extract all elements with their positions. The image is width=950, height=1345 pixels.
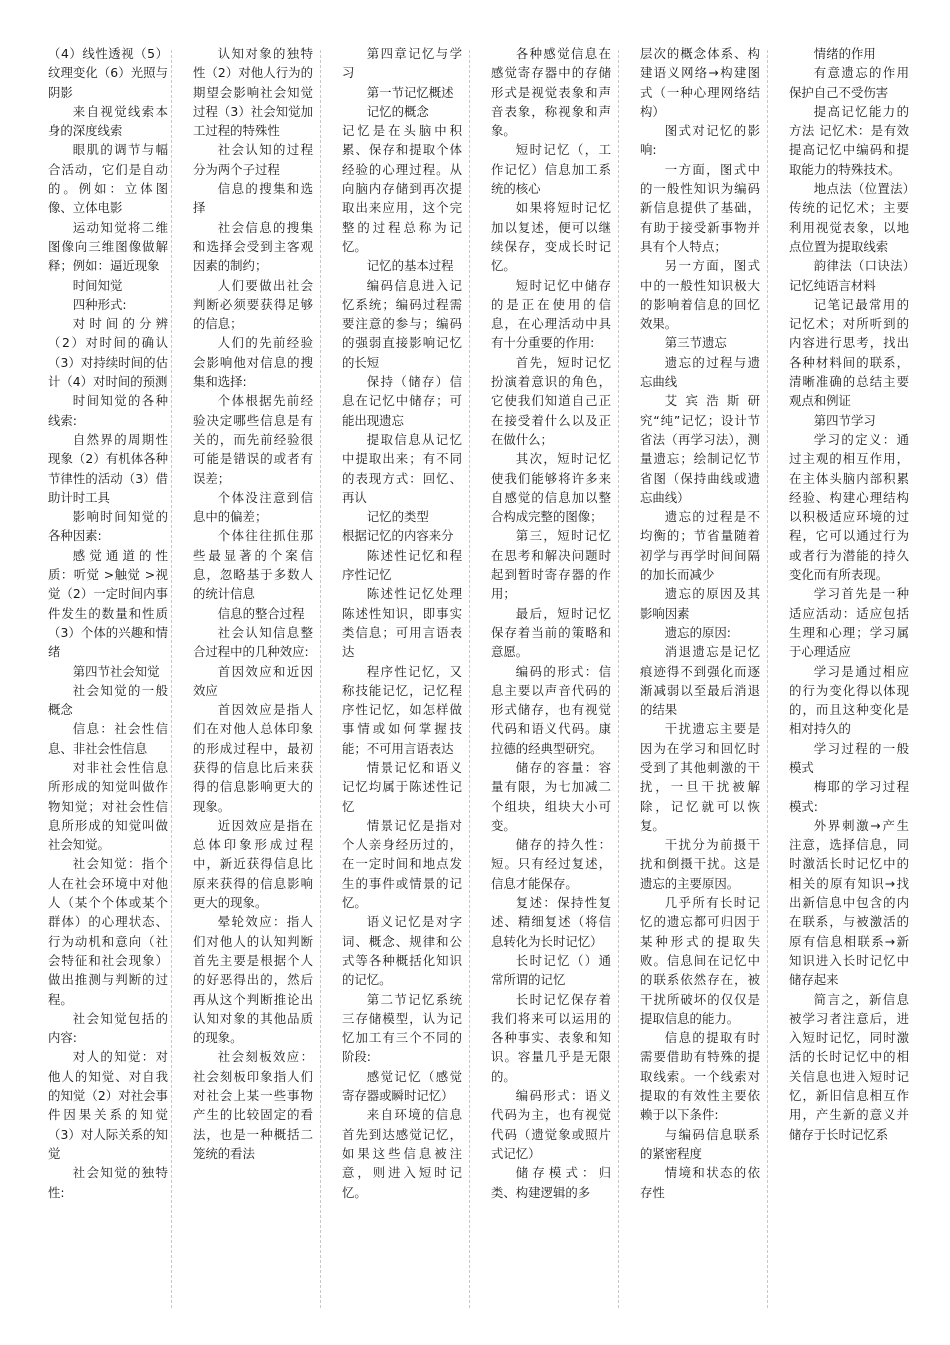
paragraph: 记忆的基本过程 — [366, 258, 454, 274]
paragraph: 储存的持久性：短。只有经过复述，信息才能保存。 — [491, 837, 611, 891]
paragraph: 个体往往抓住那些最显著的个案信息，忽略基于多数人的统计信息 — [193, 528, 313, 602]
paragraph: 陈述性记忆处理陈述性知识，即事实类信息；可用言语表达 — [342, 586, 462, 660]
paragraph: 首因效应是指人们在对他人总体印象的形成过程中，最初获得的信息比后来获得的信息影响更大的现象。 — [193, 702, 313, 814]
paragraph: 首先，短时记忆扮演着意识的角色，它使我们知道自己正在接受着什么以及正在做什么； — [491, 354, 611, 447]
document-page — [40, 44, 910, 1314]
paragraph: 时间知觉的各种线索: — [48, 393, 168, 428]
paragraph: 影响时间知觉的各种因素: — [48, 509, 168, 544]
column-divider — [469, 50, 470, 1308]
paragraph: 学习的定义：通过主观的相互作用，在主体头脑内部积累经验、构建心理结构以积极适应环境的过程，它可以通过行为或者行为潜能的持久变化而有所表现。 — [789, 431, 909, 583]
paragraph: 第一节记忆概述 — [366, 84, 454, 100]
paragraph: 最后，短时记忆保存着当前的策略和意愿。 — [491, 605, 611, 660]
paragraph: 信息的提取有时需要借助有特殊的提取线索。一个线索对提取的有效性主要依赖于以下条件: — [640, 1030, 760, 1123]
paragraph: 程序性记忆，又称技能记忆，记忆程序性记忆，如怎样做事情或如何掌握技能；不可用言语表达 — [342, 663, 462, 756]
paragraph: 艾宾浩斯研究“纯”记忆；设计节省法（再学习法），测量遗忘；绘制记忆节省图（保持曲线或遗忘曲线） — [640, 393, 760, 505]
paragraph: 地点法（位置法）传统的记忆术；主要利用视觉表象，以地点位置为提取线索 — [789, 181, 909, 254]
paragraph: 运动知觉将二维图像向三维图像做解释；例如：逼近现象 — [48, 219, 168, 274]
paragraph: 第三节遗忘 — [664, 335, 727, 351]
paragraph: 长时记忆（）通常所谓的记忆 — [491, 952, 611, 988]
paragraph: 遗忘的过程与遗忘曲线 — [640, 354, 760, 390]
paragraph: 感觉记忆（感觉寄存器或瞬时记忆） — [342, 1068, 462, 1104]
column-divider — [320, 50, 321, 1308]
paragraph: 保持（储存）信息在记忆中储存；可能出现遗忘 — [342, 374, 462, 428]
paragraph: 第二节记忆系统 三存储模型，认为记忆加工有三个不同的阶段: — [342, 991, 462, 1065]
paragraph: 自然界的周期性现象（2）有机体各种节律性的活动（3）借助计时工具 — [48, 431, 168, 505]
paragraph: 提取信息从记忆中提取出来；有不同的表现方式：回忆、再认 — [342, 431, 462, 505]
paragraph: 学习首先是一种适应活动：适应包括生理和心理；学习属于心理适应 — [789, 586, 909, 660]
paragraph: 情景记忆和语义记忆均属于陈述性记忆 — [342, 759, 462, 814]
paragraph: 第三，短时记忆在思考和解决问题时起到暂时寄存器的作用； — [491, 528, 611, 602]
text-column-2 — [193, 44, 313, 1314]
paragraph: 记忆的概念 — [366, 103, 429, 119]
text-column-4 — [491, 44, 611, 1314]
paragraph: 储存的容量：容量有限，为七加减二个组块，组块大小可变。 — [491, 759, 611, 833]
paragraph: 社会知觉的独特性: — [48, 1165, 168, 1200]
paragraph: 眼肌的调节与幅合活动，它们是自动的。例如：立体图像、立体电影 — [48, 142, 168, 216]
paragraph: 信息的搜集和选择 — [193, 181, 313, 216]
paragraph: 情景记忆是指对个人亲身经历过的，在一定时间和地点发生的事件或情景的记忆。 — [342, 817, 462, 911]
paragraph: 社会认知信息整合过程中的几种效应: — [193, 624, 313, 660]
paragraph: 梅耶的学习过程模式: — [789, 779, 909, 814]
paragraph: 信息的整合过程 — [217, 605, 305, 621]
column-divider — [618, 50, 619, 1308]
paragraph: 遗忘的原因: — [664, 624, 731, 640]
paragraph: 社会知觉包括的内容: — [48, 1010, 168, 1046]
paragraph: 干扰遗忘主要是因为在学习和回忆时受到了其他刺激的干扰，一旦干扰被解除，记忆就可以恢复。 — [640, 721, 760, 833]
paragraph: 短时记忆中储存的是正在使用的信息，在心理活动中具有十分重要的作用: — [491, 277, 611, 351]
paragraph: 另一方面，图式中的一般性知识极大的影响着信息的回忆效果。 — [640, 258, 760, 332]
paragraph: 感觉通道的性质：听觉 >触觉 >视觉（2）一定时间内事件发生的数量和性质（3）个体的兴趣和情绪 — [48, 547, 168, 660]
paragraph: 短时记忆（，工作记忆）信息加工系统的核心 — [491, 142, 611, 197]
paragraph: 个体根据先前经验决定哪些信息是有关的，而先前经验很可能是错误的或者有误差； — [193, 393, 313, 486]
paragraph: 如果将短时记忆加以复述，便可以继续保存，变成长时记忆。 — [491, 200, 611, 274]
paragraph: 晕轮效应：指人们对他人的认知判断首先主要是根据个人的好恶得出的，然后再从这个判断推论出认知对象的其他品质的现象。 — [193, 914, 313, 1046]
paragraph: 来自视觉线索本身的深度线索 — [48, 103, 168, 139]
column-divider — [767, 50, 768, 1308]
paragraph: 编码形式：语义代码为主，也有视觉代码（遗觉象或照片式记忆） — [491, 1088, 611, 1161]
paragraph: 与编码信息联系的紧密程度 — [640, 1126, 760, 1161]
column-divider — [171, 50, 172, 1308]
text-column-5 — [640, 44, 760, 1314]
paragraph: 提高记忆能力的方法 记忆术：是有效提高记忆中编码和提取能力的特殊技术。 — [789, 103, 909, 177]
paragraph: 长时记忆保存着我们将来可以运用的各种事实、表象和知识。容量几乎是无限的。 — [491, 991, 611, 1084]
paragraph: 陈述性记忆和程序性记忆 — [342, 547, 462, 583]
paragraph: 语义记忆是对字词、概念、规律和公式等各种概括化知识的记忆。 — [342, 914, 462, 988]
paragraph: 复述：保持性复述、精细复述（将信息转化为长时记忆） — [491, 895, 611, 949]
paragraph: 四种形式: — [72, 296, 127, 312]
paragraph: 情境和状态的依存性 — [640, 1165, 760, 1200]
paragraph: 有意遗忘的作用 保护自己不受伤害 — [789, 65, 909, 100]
paragraph: 对非社会性信息所形成的知觉叫做作物知觉；对社会性信息所形成的知觉叫做社会知觉。 — [48, 759, 168, 853]
paragraph: 层次的概念体系、构建语义网络→构建图式（一种心理网络结构） — [640, 46, 760, 119]
paragraph: 遗忘的原因及其影响因素 — [640, 586, 760, 621]
paragraph: 一方面，图式中的一般性知识为编码新信息提供了基础，有助于接受新事物并具有个人特点； — [640, 161, 760, 254]
paragraph: 遗忘的过程是不均衡的；节省量随着初学与再学时间间隔的加长而减少 — [640, 509, 760, 583]
paragraph: 韵律法（口诀法）记忆纯语言材料 — [789, 258, 909, 293]
paragraph: 时间知觉 — [72, 277, 123, 293]
paragraph: 对人的知觉：对他人的知觉、对自我的知觉（2）对社会事件因果关系的知觉（3）对人际关系的知觉 — [48, 1049, 168, 1161]
paragraph: 记笔记最常用的记忆术；对所听到的内容进行思考，找出各种材料间的联系，清晰准确的总结主要观点和例证 — [789, 296, 909, 409]
paragraph: 认知对象的独特性（2）对他人行为的期望会影响社会知觉过程（3）社会知觉加工过程的特殊性 — [193, 46, 313, 139]
text-column-1 — [48, 44, 168, 1314]
paragraph: 第四节社会知觉 — [72, 663, 160, 679]
paragraph: 第四章记忆与学习 — [342, 46, 462, 81]
paragraph: 各种感觉信息在感觉寄存器中的存储形式是视觉表象和声音表象，称视象和声象。 — [491, 46, 611, 139]
paragraph: 社会知觉：指个人在社会环境中对他人（某个个体或某个群体）的心理状态、行为动机和意向（社会特征和社会现象）做出推测与判断的过程。 — [48, 856, 168, 1007]
paragraph: 对时间的分辨（2）对时间的确认（3）对持续时间的估计（4）对时间的预测 — [48, 316, 168, 390]
paragraph: 社会刻板效应：社会刻板印象指人们对社会上某一些事物产生的比较固定的看法，也是一种概括二笼统的看法 — [193, 1049, 313, 1161]
paragraph: 来自环境的信息首先到达感觉记忆，如果这些信息被注意，则进入短时记忆。 — [342, 1107, 462, 1200]
paragraph: 图式对记忆的影响: — [640, 123, 760, 158]
paragraph: 消退遗忘是记忆痕迹得不到强化而逐渐减弱以至最后消退的结果 — [640, 644, 760, 718]
paragraph: 近因效应是指在总体印象形成过程中，新近获得信息比原来获得的信息影响更大的现象。 — [193, 817, 313, 911]
paragraph: 记忆的类型 — [366, 509, 429, 525]
paragraph: 信息：社会性信息、非社会性信息 — [48, 721, 168, 756]
paragraph: 人们要做出社会判断必须要获得足够的信息； — [193, 277, 313, 332]
paragraph: 学习是通过相应的行为变化得以体现的，而且这种变化是相对持久的 — [789, 663, 909, 737]
paragraph: 第四节学习 — [813, 412, 876, 428]
paragraph: 首因效应和近因效应 — [193, 663, 313, 698]
paragraph: 社会信息的搜集和选择会受到主客观因素的制约； — [193, 219, 313, 274]
paragraph: 社会认知的过程 分为两个子过程 — [193, 142, 313, 177]
paragraph: 根据记忆的内容来分 — [342, 528, 454, 544]
paragraph: 社会知觉的一般概念 — [48, 682, 168, 718]
text-column-6 — [789, 44, 909, 1314]
paragraph: 干扰分为前摄干扰和倒摄干扰。这是遗忘的主要原因。 — [640, 837, 760, 891]
paragraph: 学习过程的一般模式 — [789, 740, 909, 775]
paragraph: 其次，短时记忆使我们能够将许多来自感觉的信息加以整合构成完整的图像； — [491, 451, 611, 525]
paragraph: 编码的形式：信息主要以声音代码的形式储存，也有视觉代码和语义代码。康拉德的经典型研究。 — [491, 663, 611, 756]
paragraph: 情绪的作用 — [813, 46, 876, 61]
paragraph: （4）线性透视（5）纹理变化（6）光照与阴影 — [48, 46, 168, 100]
paragraph: 储存模式：归类、构建逻辑的多 — [491, 1165, 611, 1200]
paragraph: 编码信息进入记忆系统；编码过程需要注意的参与；编码的强弱直接影响记忆的长短 — [342, 277, 462, 370]
paragraph: 个体没注意到信息中的偏差； — [193, 489, 313, 525]
text-column-3 — [342, 44, 462, 1314]
paragraph: 几乎所有长时记忆的遗忘都可归因于某种形式的提取失败。信息间在记忆中的联系依然存在，被干扰所破坏的仅仅是提取信息的能力。 — [640, 895, 760, 1026]
paragraph: 简言之，新信息被学习者注意后，进入短时记忆，同时激活的长时记忆中的相关信息也进入短时记忆，新旧信息相互作用，产生新的意义并储存于长时记忆系 — [789, 991, 909, 1142]
paragraph: 外界刺激→产生注意，选择信息，同时激活长时记忆中的相关的原有知识→找出新信息中包含的内在联系，与被激活的原有信息相联系→新知识进入长时记忆中储存起来 — [789, 817, 909, 988]
paragraph: 记忆是在头脑中积累、保存和提取个体经验的心理过程。从向脑内存储到再次提取出来应用，这个完整的过程总称为记忆。 — [342, 123, 462, 254]
paragraph: 人们的先前经验会影响他对信息的搜集和选择: — [193, 335, 313, 390]
